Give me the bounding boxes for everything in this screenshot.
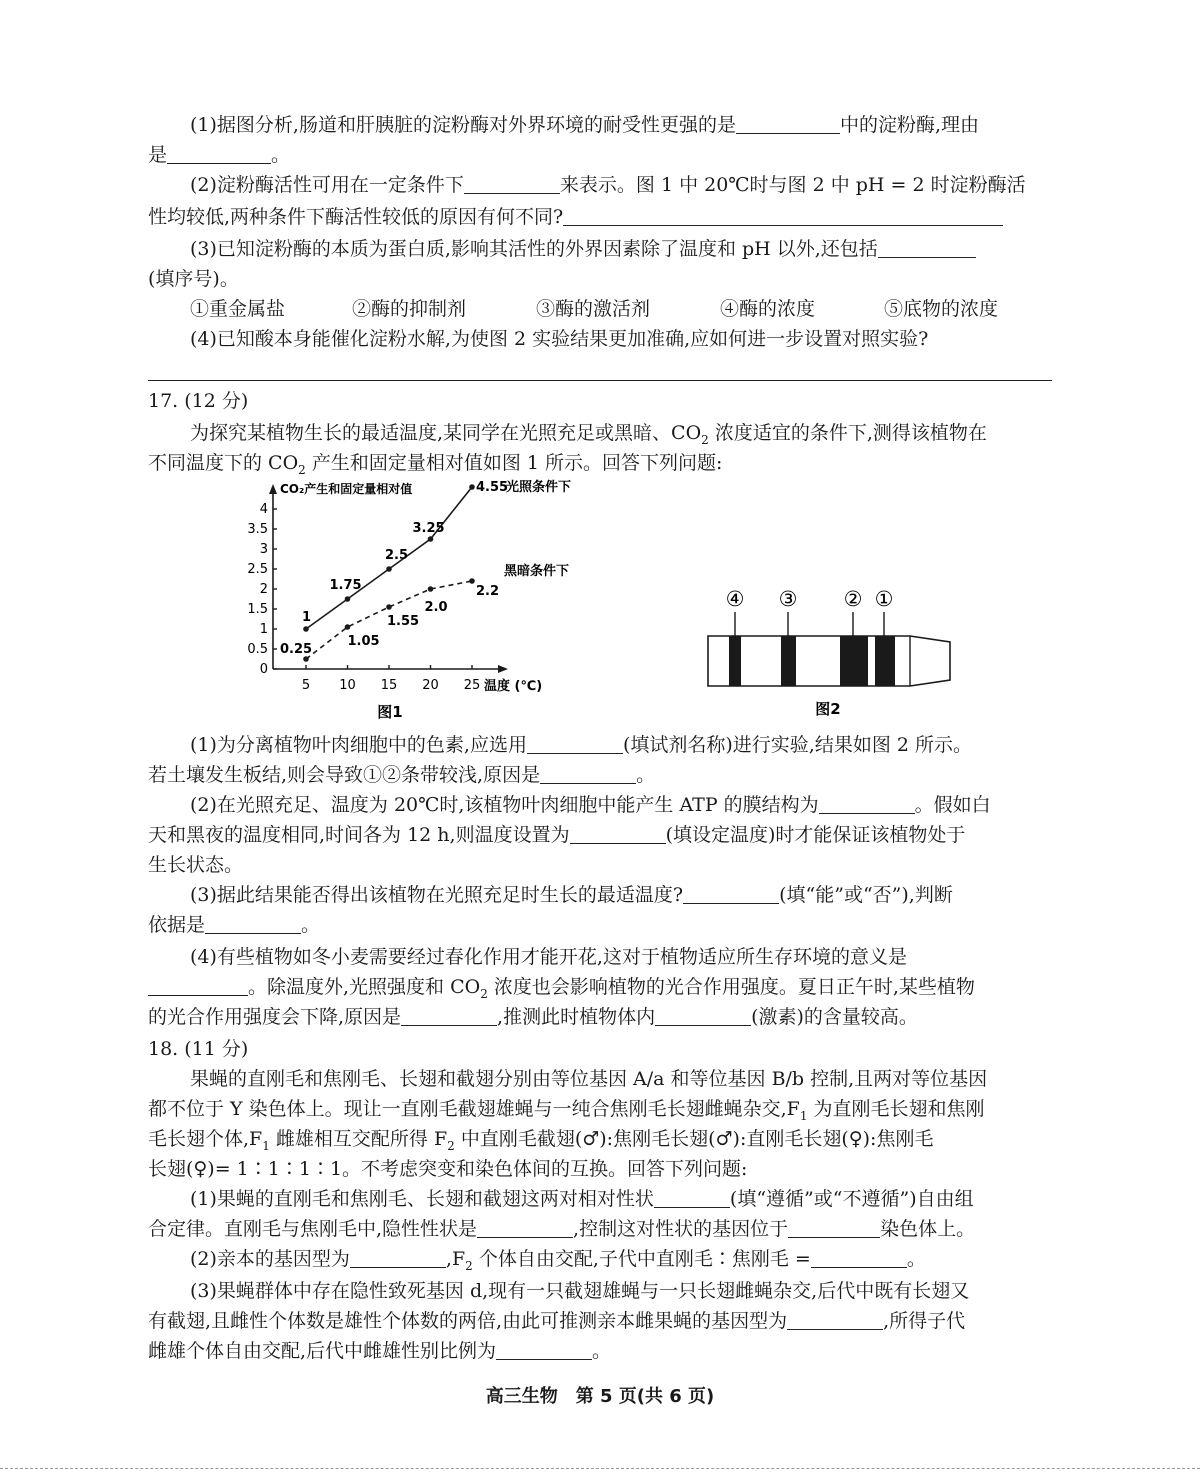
answer-blank[interactable]	[148, 977, 248, 996]
y-tick-label: 0.5	[247, 642, 268, 657]
answer-blank[interactable]	[819, 795, 915, 814]
chart-series	[280, 479, 571, 662]
figure-1-chart	[240, 478, 600, 723]
q18-part3: (3)果蝇群体中存在隐性致死基因 d,现有一只截翅雄蝇与一只长翅雌蝇杂交,后代中既有长翅又	[190, 1280, 970, 1302]
data-label: 2.0	[424, 600, 448, 615]
page-cut-line	[0, 1468, 1200, 1469]
series-label: 黑暗条件下	[504, 564, 570, 579]
answer-blank[interactable]	[527, 735, 623, 754]
data-label: 2.5	[385, 548, 409, 563]
q18-part2: (2)亲本的基因型为 $,F_2$ 个体自由交配,子代中直刚毛∶焦刚毛 = 。	[190, 1248, 926, 1273]
q18-intro-4: 长翅(♀)= 1∶1∶1∶1。不考虑突变和染色体间的互换。回答下列问题:	[148, 1158, 748, 1180]
data-label: 3.25	[412, 521, 445, 536]
x-tick-label: 20	[422, 678, 439, 693]
data-point	[428, 536, 434, 542]
band-label-2: ②	[843, 587, 863, 611]
y-tick-label: 4	[259, 502, 268, 517]
option-item: ④酶的浓度	[720, 298, 816, 320]
option-item: ②酶的抑制剂	[352, 298, 467, 320]
answer-blank[interactable]	[540, 765, 636, 784]
data-point	[428, 586, 434, 592]
option-item: ⑤底物的浓度	[884, 298, 999, 320]
q18-heading: 18. (11 分)	[148, 1038, 249, 1060]
answer-blank[interactable]	[736, 115, 840, 134]
pigment-band-2	[840, 636, 868, 686]
y-axis-label: CO₂产生和固定量相对值	[280, 482, 413, 496]
x-axis-label: 温度 (℃)	[484, 679, 543, 694]
x-tick-label: 15	[380, 678, 398, 693]
q17-intro-cont: 不同温度下的 $CO_2$ 产生和固定量相对值如图 1 所示。回答下列问题:	[148, 452, 723, 477]
x-tick-label: 5	[301, 678, 311, 693]
answer-blank[interactable]	[788, 1219, 880, 1238]
q17-heading: 17. (12 分)	[148, 390, 249, 412]
q16-part1: (1)据图分析,肠道和肝胰脏的淀粉酶对外界环境的耐受性更强的是 中的淀粉酶,理由	[190, 114, 980, 136]
q17-part4-cont: 。除温度外,光照强度和 $CO_2$ 浓度也会影响植物的光合作用强度。夏日正午时,某些植物	[148, 974, 975, 1007]
answer-blank[interactable]	[811, 1249, 907, 1268]
band-label-4: ④	[725, 587, 745, 611]
q16-part3-cont: (填序号)。	[148, 268, 239, 290]
data-label: 0.25	[280, 642, 313, 657]
y-tick-label: 3	[259, 542, 268, 557]
q18-intro-3: 毛长翅个体$,F_1$ 雌雄相互交配所得 $F_2$ 中直刚毛截翅(♂):焦刚毛长翅(♂):直刚毛长翅(♀):焦刚毛	[148, 1128, 934, 1153]
y-tick-label: 2.5	[247, 562, 268, 577]
answer-blank[interactable]	[350, 1249, 446, 1268]
q16-part3: (3)已知淀粉酶的本质为蛋白质,影响其活性的外界因素除了温度和 pH 以外,还包括	[190, 236, 976, 262]
answer-blank[interactable]	[563, 207, 1003, 226]
y-tick-label: 1	[259, 622, 268, 637]
answer-blank[interactable]	[401, 1007, 497, 1026]
q17-part2: (2)在光照充足、温度为 20℃时,该植物叶肉细胞中能产生 ATP 的膜结构为 。假如白	[190, 794, 991, 816]
y-tick-label: 1.5	[247, 602, 268, 617]
band-label-1: ①	[874, 587, 894, 611]
y-tick-label: 2	[259, 582, 268, 597]
data-point	[386, 604, 392, 610]
q17-part1: (1)为分离植物叶肉细胞中的色素,应选用 (填试剂名称)进行实验,结果如图 2 所示。	[190, 734, 973, 756]
answer-blank[interactable]	[878, 239, 976, 258]
data-label: 1.55	[387, 614, 420, 629]
q16-part2: (2)淀粉酶活性可用在一定条件下 来表示。图 1 中 20℃时与图 2 中 pH = 2 时淀粉酶活	[190, 174, 1026, 196]
q18-part3-cont: 有截翅,且雌性个体数是雄性个体数的两倍,由此可推测亲本雌果蝇的基因型为 ,所得子代	[148, 1310, 966, 1332]
q18-part1: (1)果蝇的直刚毛和焦刚毛、长翅和截翅这两对相对性状 (填“遵循”或“不遵循”)自由组	[190, 1188, 974, 1210]
answer-blank[interactable]	[205, 915, 301, 934]
q17-part4: (4)有些植物如冬小麦需要经过春化作用才能开花,这对于植物适应所生存环境的意义是	[190, 946, 907, 968]
q17-part2-cont: 天和黑夜的温度相同,时间各为 12 h,则温度设置为 (填设定温度)时才能保证该植物处于	[148, 824, 966, 846]
answer-line[interactable]	[148, 380, 1052, 381]
data-label: 1	[302, 610, 312, 625]
series-label: 光照条件下	[506, 480, 572, 495]
data-point	[303, 626, 309, 632]
answer-blank[interactable]	[167, 145, 271, 164]
answer-blank[interactable]	[570, 825, 666, 844]
data-point	[303, 656, 309, 662]
q18-intro: 果蝇的直刚毛和焦刚毛、长翅和截翅分别由等位基因 A/a 和等位基因 B/b 控制,且两对等位基因	[190, 1068, 988, 1090]
data-label: 4.55	[476, 480, 509, 495]
pigment-band-3	[781, 636, 796, 686]
answer-blank[interactable]	[477, 1219, 573, 1238]
answer-blank[interactable]	[464, 175, 560, 194]
filter-paper-strip	[708, 636, 950, 686]
answer-blank[interactable]	[683, 885, 779, 904]
data-label: 1.05	[347, 634, 380, 649]
data-label: 2.2	[476, 584, 500, 599]
q17-part1-cont: 若土壤发生板结,则会导致①②条带较浅,原因是 。	[148, 764, 656, 786]
y-axis-arrow	[269, 484, 277, 494]
q17-part3: (3)据此结果能否得出该植物在光照充足时生长的最适温度? (填“能”或“否”),判断	[190, 884, 953, 906]
page-footer: 高三生物 第 5 页(共 6 页)	[485, 1386, 715, 1407]
q18-part1-cont: 合定律。直刚毛与焦刚毛中,隐性性状是 ,控制这对性状的基因位于 染色体上。	[148, 1218, 976, 1240]
x-tick-label: 10	[339, 678, 356, 693]
pigment-band-1	[875, 636, 895, 686]
q17-part4-end: 的光合作用强度会下降,原因是 ,推测此时植物体内 (激素)的含量较高。	[148, 1006, 918, 1028]
q18-part3-end: 雌雄个体自由交配,后代中雌雄性别比例为 。	[148, 1340, 612, 1362]
data-point	[469, 484, 475, 490]
q18-intro-2: 都不位于 Y 染色体上。现让一直刚毛截翅雄蝇与一纯合焦刚毛长翅雌蝇杂交$,F_1$ 为直刚毛长翅和焦刚	[148, 1098, 985, 1123]
q16-options	[190, 296, 998, 322]
answer-blank[interactable]	[787, 1311, 883, 1330]
data-point	[345, 624, 351, 630]
data-point	[345, 596, 351, 602]
answer-blank[interactable]	[496, 1341, 592, 1360]
q17-intro: 为探究某植物生长的最适温度,某同学在光照充足或黑暗、$CO_2$ 浓度适宜的条件下,测得该植物在	[190, 422, 987, 447]
band-label-3: ③	[778, 587, 798, 611]
q17-part3-cont: 依据是 。	[148, 914, 321, 936]
data-point	[469, 578, 475, 584]
option-item: ③酶的激活剂	[536, 298, 651, 320]
pigment-band-4	[729, 636, 741, 686]
figure-2-chromatogram	[700, 580, 990, 725]
chart-ticks	[247, 502, 480, 693]
x-axis-arrow	[498, 665, 508, 673]
y-tick-label: 3.5	[247, 522, 268, 537]
q16-part1-cont: 是 。	[148, 144, 291, 166]
figure-2-caption: 图2	[815, 700, 841, 718]
data-point	[386, 566, 392, 572]
q16-part4: (4)已知酸本身能催化淀粉水解,为使图 2 实验结果更加准确,应如何进一步设置对照实验?	[190, 328, 929, 350]
answer-blank[interactable]	[655, 1007, 751, 1026]
y-tick-label: 0	[259, 662, 268, 677]
x-tick-label: 25	[463, 678, 481, 693]
answer-blank[interactable]	[654, 1189, 730, 1208]
option-item: ①重金属盐	[190, 298, 286, 320]
q17-part2-end: 生长状态。	[148, 854, 244, 876]
q16-part2-cont: 性均较低,两种条件下酶活性较低的原因有何不同?	[148, 204, 1003, 230]
figure-1-caption: 图1	[377, 703, 403, 721]
data-label: 1.75	[329, 578, 362, 593]
